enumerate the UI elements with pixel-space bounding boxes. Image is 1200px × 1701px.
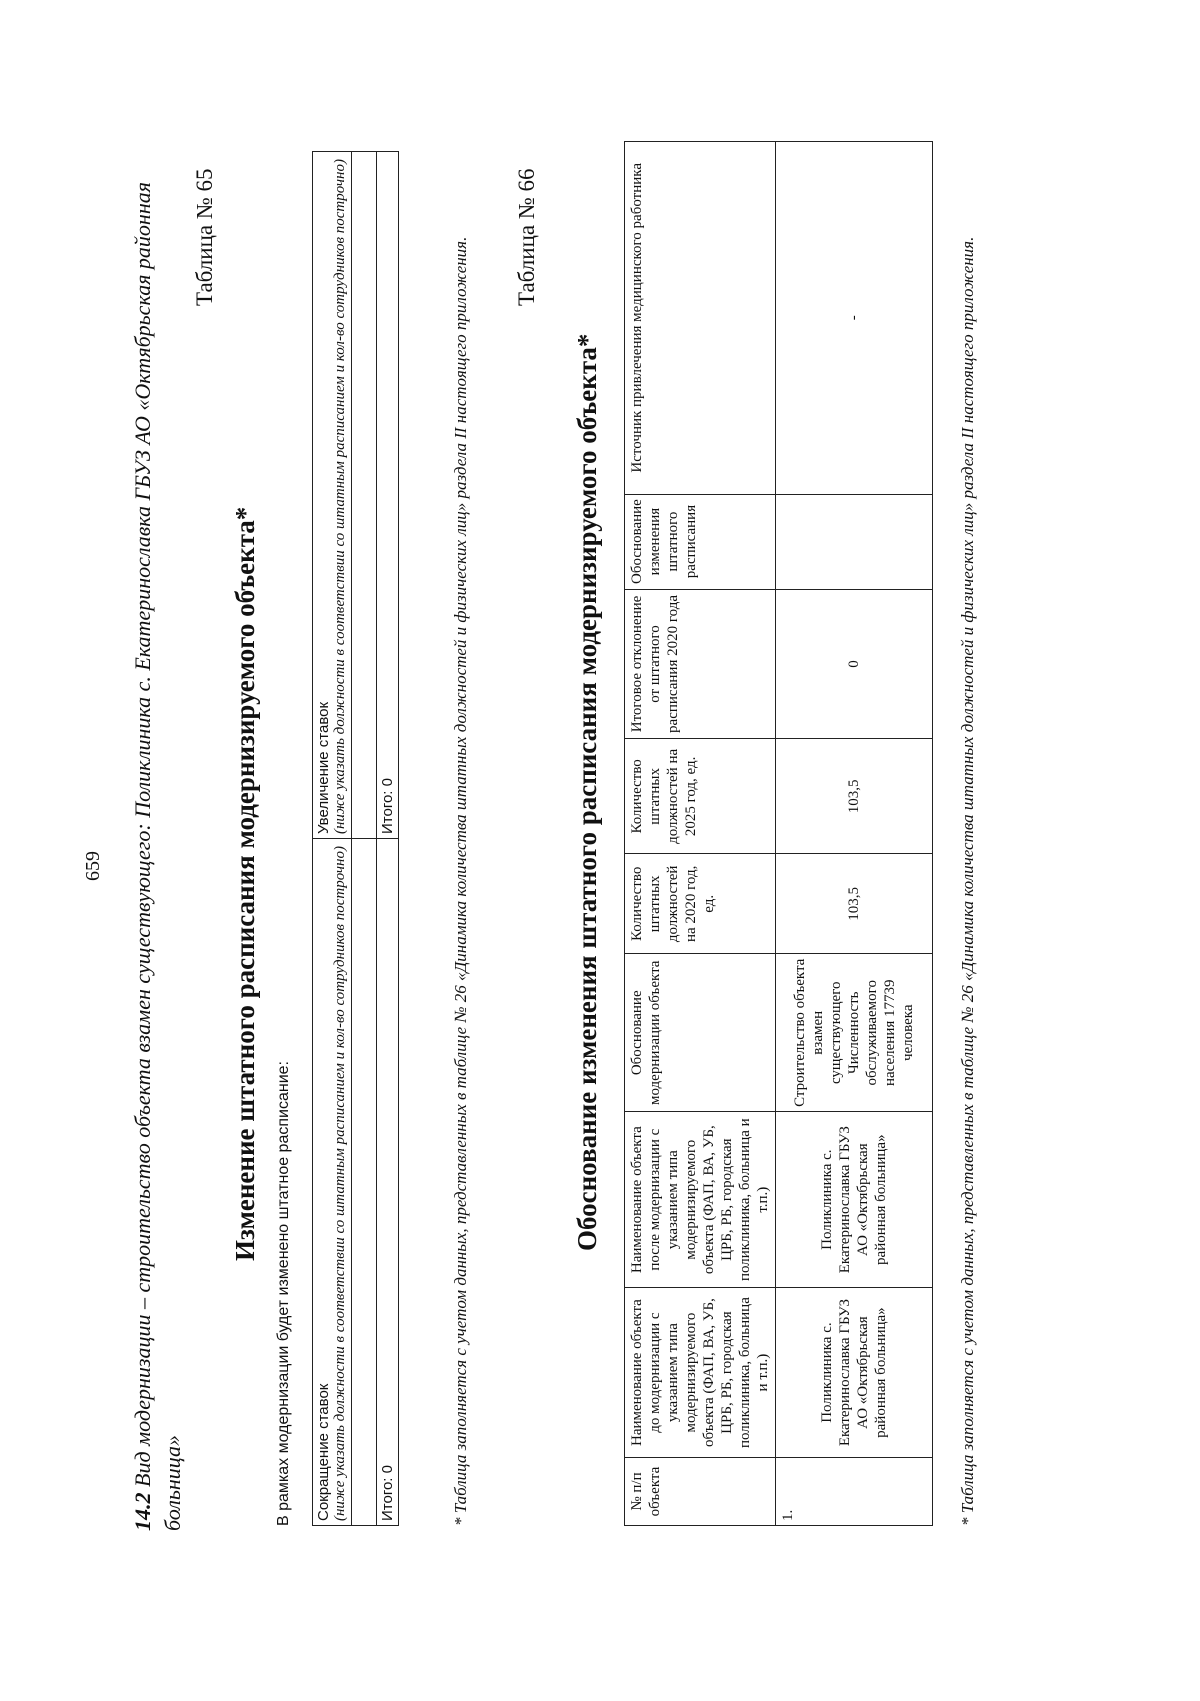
table66-footnote: * Таблица заполняется с учетом данных, представленных в таблице № 26 «Динамика количества штатных должностей и физических лиц» раздела II настоящего приложения. <box>958 236 977 1526</box>
reduction-header: Сокращение ставок <box>315 1383 332 1521</box>
increase-total: Итого: 0 <box>377 152 399 839</box>
page-number: 659 <box>82 851 104 881</box>
header-cell: Количество штатных должностей на 2020 год, ед. <box>625 854 776 954</box>
section-number: 14.2 <box>130 1492 155 1531</box>
header-cell: Источник привлечения медицинского работника <box>625 142 776 495</box>
object-after: Поликлиника с. Екатеринославка ГБУЗ АО «Октябрьская районная больница» <box>776 1112 933 1288</box>
deviation: 0 <box>776 589 933 739</box>
table66-label: Таблица № 66 <box>514 168 539 306</box>
reduction-subheader: (ниже указать должности в соответствии со штатным расписанием и кол-во сотрудников построчно) <box>332 846 348 1521</box>
section-text: Вид модернизации – строительство объекта взамен существующего: Поликлиника с. Екатеринославка ГБУЗ АО «Октябрьская районная больница» <box>130 182 185 1531</box>
table65-empty-row <box>352 152 377 1526</box>
reduction-total: Итого: 0 <box>377 839 399 1526</box>
table65-header-row <box>313 152 352 1526</box>
recruitment-source: - <box>776 142 933 495</box>
header-cell: Обоснование модернизации объекта <box>625 954 776 1112</box>
header-cell: Наименование объекта после модернизации с указанием типа модернизируемого объекта (ФАП, ВА, УБ, ЦРБ, РБ, городская поликлиника, больница и т.п.) <box>625 1112 776 1288</box>
table65-footnote: * Таблица заполняется с учетом данных, представленных в таблице № 26 «Динамика количества штатных должностей и физических лиц» раздела II настоящего приложения. <box>451 236 470 1526</box>
staffing-change-table <box>312 151 399 1526</box>
header-cell: № п/п объекта <box>625 1458 776 1526</box>
reduction-cell <box>313 839 352 1526</box>
change-reason <box>776 494 933 589</box>
header-cell: Количество штатных должностей на 2025 год, ед. <box>625 739 776 854</box>
staff-2025: 103,5 <box>776 739 933 854</box>
header-cell: Итоговое отклонение от штатного расписания 2020 года <box>625 589 776 739</box>
empty-cell <box>352 839 377 1526</box>
increase-header: Увеличение ставок <box>315 701 332 834</box>
table65-intro: В рамках модернизации будет изменено штатное расписание: <box>275 1061 292 1526</box>
object-before: Поликлиника с. Екатеринославка ГБУЗ АО «Октябрьская районная больница» <box>776 1288 933 1458</box>
empty-cell <box>352 152 377 839</box>
section-heading <box>128 161 188 1531</box>
header-cell: Наименование объекта до модернизации с указанием типа модернизируемого объекта (ФАП, ВА, УБ, ЦРБ, РБ, городская поликлиника, больница и т.п.) <box>625 1288 776 1458</box>
table65-title: Изменение штатного расписания модернизируемого объекта* <box>230 506 260 1261</box>
increase-cell <box>313 152 352 839</box>
table65-total-row <box>377 152 399 1526</box>
table65-label: Таблица № 65 <box>192 168 217 306</box>
row-number: 1. <box>776 1458 933 1526</box>
modernization-reason: Строительство объекта взамен существующего Численность обслуживаемого населения 17739 человека <box>776 954 933 1112</box>
table66-header-row <box>625 142 776 1526</box>
staffing-justification-table <box>624 141 933 1526</box>
increase-subheader: (ниже указать должности в соответствии со штатным расписанием и кол-во сотрудников построчно) <box>332 159 348 834</box>
header-cell: Обоснование изменения штатного расписания <box>625 494 776 589</box>
staff-2020: 103,5 <box>776 854 933 954</box>
table-row <box>776 142 933 1526</box>
table66-title: Обоснование изменения штатного расписания модернизируемого объекта* <box>572 333 602 1251</box>
